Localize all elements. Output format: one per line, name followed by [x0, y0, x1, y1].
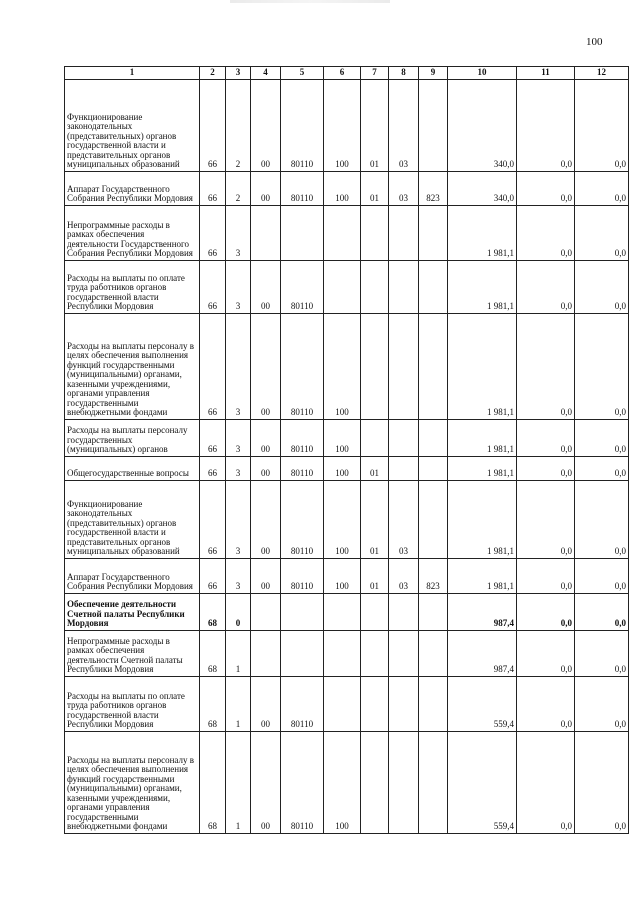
item-name-cell: Обеспечение деятельности Счетной палаты Республики Мордовия [65, 594, 200, 631]
section-cell: 01 [361, 172, 389, 206]
section-cell [361, 732, 389, 834]
code-cell: 68 [200, 732, 226, 834]
amount-cell: 0,0 [575, 420, 629, 457]
column-header: 7 [361, 67, 389, 80]
code-cell: 80110 [281, 314, 324, 420]
subsection-cell: 03 [389, 481, 419, 559]
amount-cell: 0,0 [517, 631, 575, 677]
code-cell: 3 [226, 314, 251, 420]
amount-cell: 0,0 [517, 206, 575, 261]
code-cell [324, 594, 361, 631]
item-name-cell: Расходы на выплаты персоналу государственных (муниципальных) органов [65, 420, 200, 457]
code-cell: 00 [251, 481, 281, 559]
column-header: 5 [281, 67, 324, 80]
item-name-cell: Аппарат Государственного Собрания Республики Мордовия [65, 559, 200, 594]
amount-cell: 0,0 [517, 172, 575, 206]
department-cell [419, 481, 448, 559]
amount-cell: 1 981,1 [448, 261, 517, 314]
department-cell [419, 677, 448, 732]
amount-cell: 0,0 [517, 261, 575, 314]
table-row [65, 732, 629, 834]
code-cell: 1 [226, 631, 251, 677]
code-cell: 80110 [281, 261, 324, 314]
code-cell: 80110 [281, 559, 324, 594]
section-cell [361, 261, 389, 314]
code-cell: 3 [226, 559, 251, 594]
code-cell [324, 631, 361, 677]
code-cell: 00 [251, 457, 281, 481]
department-cell [419, 457, 448, 481]
item-name-cell: Общегосударственные вопросы [65, 457, 200, 481]
item-name-cell: Функционирование законодательных (представительных) органов государственной власти и представительных органов муниципальных образований [65, 481, 200, 559]
code-cell: 3 [226, 481, 251, 559]
amount-cell: 340,0 [448, 172, 517, 206]
code-cell: 2 [226, 80, 251, 172]
code-cell: 3 [226, 206, 251, 261]
code-cell: 80110 [281, 457, 324, 481]
amount-cell: 0,0 [517, 732, 575, 834]
code-cell: 100 [324, 420, 361, 457]
subsection-cell: 03 [389, 80, 419, 172]
amount-cell: 0,0 [517, 677, 575, 732]
department-cell: 823 [419, 559, 448, 594]
code-cell: 66 [200, 206, 226, 261]
section-cell [361, 206, 389, 261]
column-header: 10 [448, 67, 517, 80]
code-cell: 80110 [281, 420, 324, 457]
code-cell: 00 [251, 677, 281, 732]
subsection-cell [389, 457, 419, 481]
subsection-cell [389, 594, 419, 631]
code-cell: 00 [251, 732, 281, 834]
table-row [65, 314, 629, 420]
column-header: 8 [389, 67, 419, 80]
amount-cell: 0,0 [575, 732, 629, 834]
code-cell: 68 [200, 631, 226, 677]
code-cell [281, 594, 324, 631]
subsection-cell [389, 677, 419, 732]
department-cell [419, 80, 448, 172]
code-cell: 80110 [281, 172, 324, 206]
code-cell: 66 [200, 261, 226, 314]
amount-cell: 1 981,1 [448, 559, 517, 594]
section-cell [361, 420, 389, 457]
code-cell: 1 [226, 677, 251, 732]
subsection-cell: 03 [389, 172, 419, 206]
code-cell [251, 594, 281, 631]
code-cell: 1 [226, 732, 251, 834]
section-cell [361, 594, 389, 631]
amount-cell: 0,0 [517, 314, 575, 420]
amount-cell: 340,0 [448, 80, 517, 172]
table-row [65, 594, 629, 631]
amount-cell: 987,4 [448, 594, 517, 631]
table-row [65, 559, 629, 594]
amount-cell: 0,0 [517, 420, 575, 457]
code-cell: 100 [324, 732, 361, 834]
budget-table [64, 66, 629, 834]
section-cell [361, 314, 389, 420]
code-cell: 100 [324, 314, 361, 420]
code-cell: 2 [226, 172, 251, 206]
code-cell: 66 [200, 559, 226, 594]
code-cell: 00 [251, 261, 281, 314]
section-cell: 01 [361, 559, 389, 594]
department-cell [419, 314, 448, 420]
subsection-cell [389, 732, 419, 834]
column-header: 1 [65, 67, 200, 80]
amount-cell: 0,0 [575, 457, 629, 481]
subsection-cell: 03 [389, 559, 419, 594]
column-header: 2 [200, 67, 226, 80]
column-header: 6 [324, 67, 361, 80]
code-cell: 00 [251, 172, 281, 206]
code-cell: 00 [251, 80, 281, 172]
code-cell [281, 631, 324, 677]
column-header: 11 [517, 67, 575, 80]
code-cell [324, 206, 361, 261]
subsection-cell [389, 261, 419, 314]
code-cell: 66 [200, 457, 226, 481]
column-header: 9 [419, 67, 448, 80]
table-row [65, 420, 629, 457]
item-name-cell: Расходы на выплаты персоналу в целях обеспечения выполнения функций государственными (муниципальными) органами, казенными учреждениями, органами управления государственными внебюджетными фондами [65, 732, 200, 834]
table-row [65, 206, 629, 261]
amount-cell: 1 981,1 [448, 420, 517, 457]
code-cell [251, 631, 281, 677]
item-name-cell: Расходы на выплаты персоналу в целях обеспечения выполнения функций государственными (муниципальными) органами, казенными учреждениями, органами управления государственными внебюджетными фондами [65, 314, 200, 420]
table-row [65, 80, 629, 172]
department-cell [419, 420, 448, 457]
code-cell: 80110 [281, 481, 324, 559]
code-cell: 3 [226, 261, 251, 314]
amount-cell: 0,0 [517, 481, 575, 559]
table-row [65, 457, 629, 481]
page-number: 100 [586, 36, 603, 48]
amount-cell: 0,0 [517, 80, 575, 172]
amount-cell: 0,0 [575, 314, 629, 420]
code-cell: 68 [200, 677, 226, 732]
amount-cell: 0,0 [575, 631, 629, 677]
department-cell [419, 206, 448, 261]
code-cell: 80110 [281, 732, 324, 834]
section-cell [361, 631, 389, 677]
code-cell: 100 [324, 481, 361, 559]
code-cell: 00 [251, 559, 281, 594]
amount-cell: 559,4 [448, 732, 517, 834]
code-cell: 100 [324, 457, 361, 481]
amount-cell: 0,0 [517, 559, 575, 594]
table-header-row [65, 67, 629, 80]
item-name-cell: Расходы на выплаты по оплате труда работников органов государственной власти Республики Мордовия [65, 261, 200, 314]
code-cell: 100 [324, 559, 361, 594]
amount-cell: 0,0 [575, 172, 629, 206]
code-cell [324, 677, 361, 732]
code-cell: 100 [324, 80, 361, 172]
column-header: 12 [575, 67, 629, 80]
department-cell [419, 261, 448, 314]
amount-cell: 0,0 [575, 559, 629, 594]
amount-cell: 0,0 [517, 457, 575, 481]
amount-cell: 0,0 [575, 261, 629, 314]
subsection-cell [389, 314, 419, 420]
amount-cell: 1 981,1 [448, 314, 517, 420]
amount-cell: 1 981,1 [448, 481, 517, 559]
table-row [65, 172, 629, 206]
amount-cell: 0,0 [575, 677, 629, 732]
code-cell: 66 [200, 420, 226, 457]
code-cell: 80110 [281, 80, 324, 172]
item-name-cell: Функционирование законодательных (представительных) органов государственной власти и представительных органов муниципальных образований [65, 80, 200, 172]
table-row [65, 481, 629, 559]
code-cell: 3 [226, 457, 251, 481]
subsection-cell [389, 206, 419, 261]
code-cell [324, 261, 361, 314]
column-header: 3 [226, 67, 251, 80]
code-cell: 66 [200, 481, 226, 559]
amount-cell: 0,0 [575, 80, 629, 172]
code-cell: 66 [200, 314, 226, 420]
subsection-cell [389, 631, 419, 677]
code-cell [281, 206, 324, 261]
subsection-cell [389, 420, 419, 457]
item-name-cell: Аппарат Государственного Собрания Республики Мордовия [65, 172, 200, 206]
amount-cell: 0,0 [517, 594, 575, 631]
column-header: 4 [251, 67, 281, 80]
department-cell: 823 [419, 172, 448, 206]
code-cell: 66 [200, 80, 226, 172]
amount-cell: 1 981,1 [448, 457, 517, 481]
scan-artifact [230, 0, 390, 3]
department-cell [419, 631, 448, 677]
amount-cell: 0,0 [575, 594, 629, 631]
code-cell: 100 [324, 172, 361, 206]
section-cell: 01 [361, 80, 389, 172]
section-cell [361, 677, 389, 732]
item-name-cell: Расходы на выплаты по оплате труда работников органов государственной власти Республики Мордовия [65, 677, 200, 732]
table-row [65, 261, 629, 314]
department-cell [419, 732, 448, 834]
amount-cell: 987,4 [448, 631, 517, 677]
department-cell [419, 594, 448, 631]
code-cell: 00 [251, 420, 281, 457]
section-cell: 01 [361, 481, 389, 559]
code-cell: 00 [251, 314, 281, 420]
amount-cell: 1 981,1 [448, 206, 517, 261]
code-cell: 68 [200, 594, 226, 631]
code-cell: 3 [226, 420, 251, 457]
section-cell: 01 [361, 457, 389, 481]
item-name-cell: Непрограммные расходы в рамках обеспечения деятельности Счетной палаты Республики Мордовия [65, 631, 200, 677]
amount-cell: 0,0 [575, 481, 629, 559]
table-row [65, 677, 629, 732]
code-cell: 66 [200, 172, 226, 206]
code-cell: 80110 [281, 677, 324, 732]
code-cell: 0 [226, 594, 251, 631]
amount-cell: 559,4 [448, 677, 517, 732]
item-name-cell: Непрограммные расходы в рамках обеспечения деятельности Государственного Собрания Республики Мордовия [65, 206, 200, 261]
code-cell [251, 206, 281, 261]
amount-cell: 0,0 [575, 206, 629, 261]
table-row [65, 631, 629, 677]
